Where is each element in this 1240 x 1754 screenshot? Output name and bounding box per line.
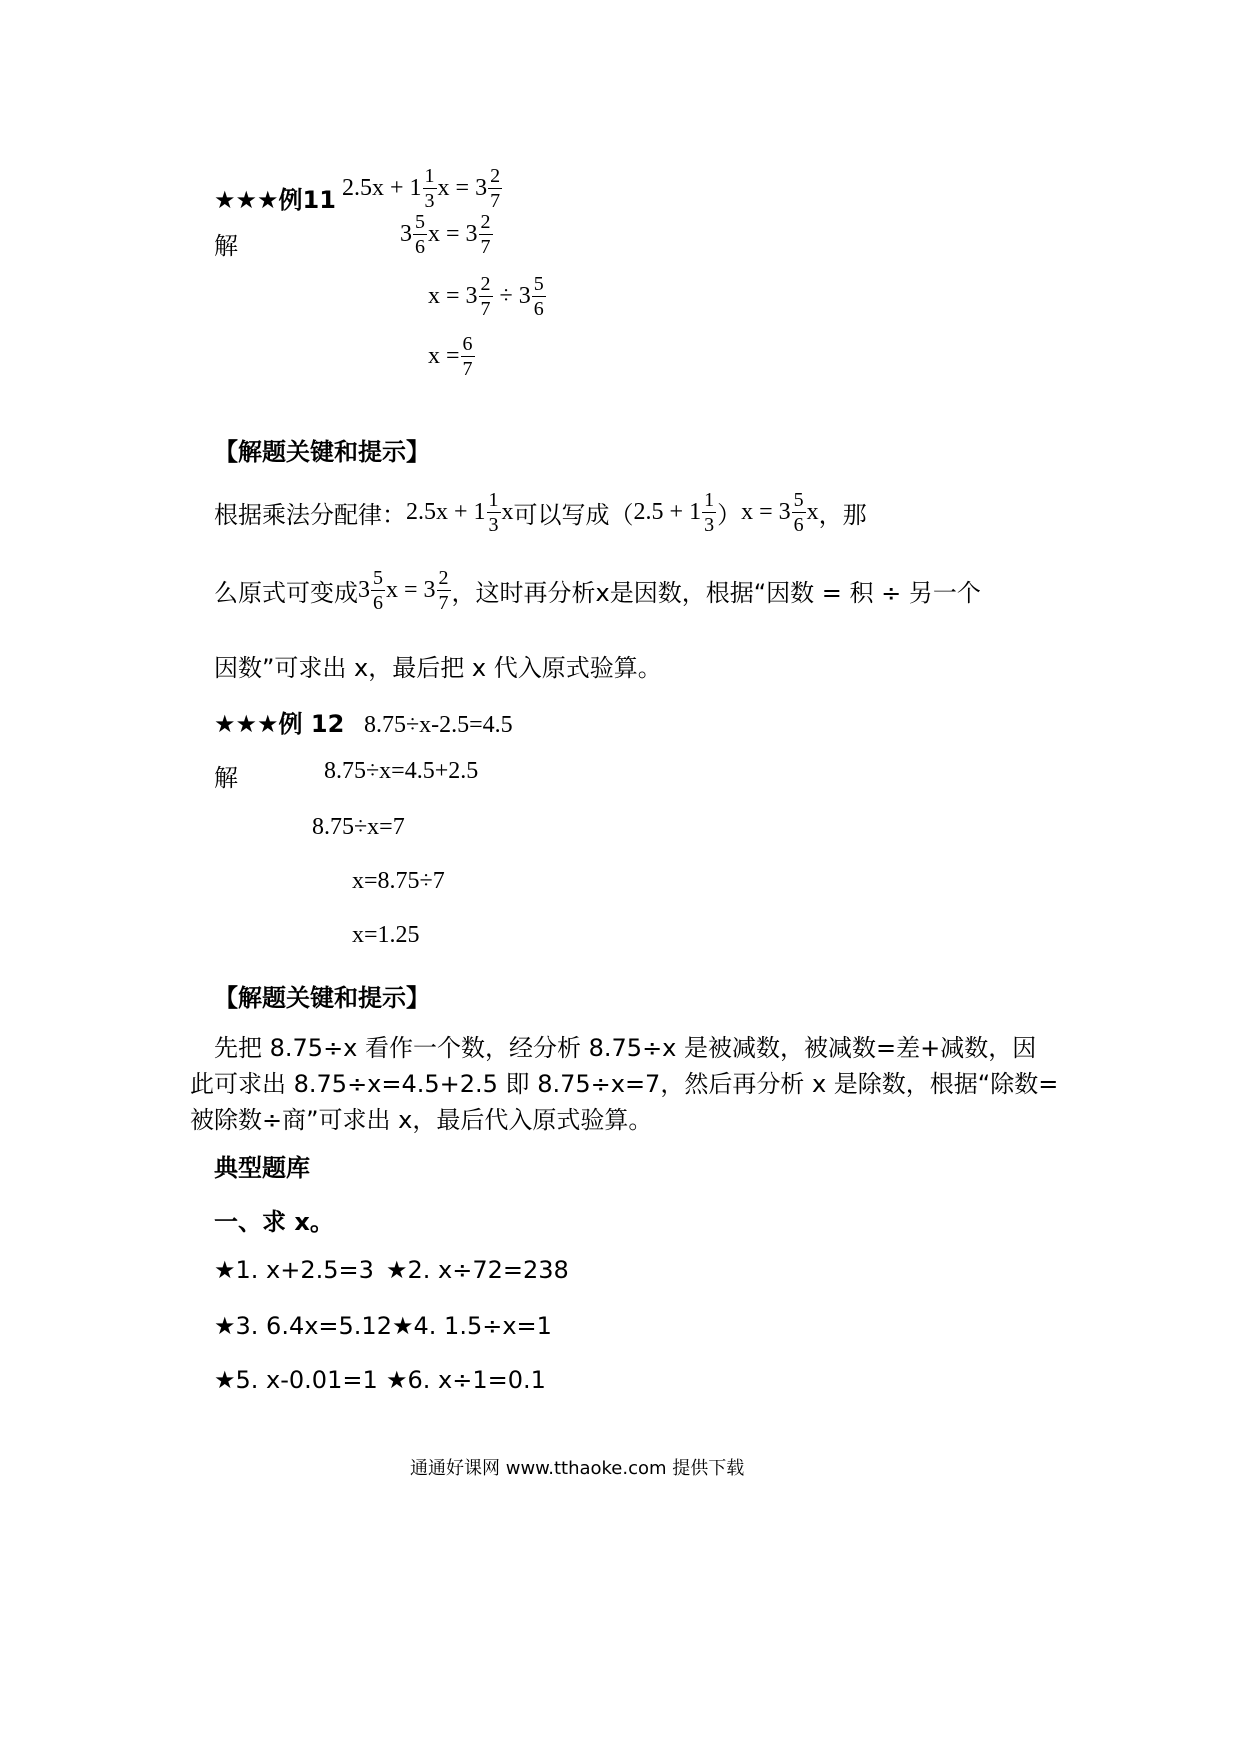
hint-2-line-3: 被除数÷商”可求出 x，最后代入原式验算。 xyxy=(190,1106,653,1134)
example-12-heading xyxy=(214,704,513,739)
bank-section: 一、求 x。 xyxy=(214,1208,334,1236)
hint-1-line-1 xyxy=(214,490,867,535)
bank-item: ★5. x-0.01=1 xyxy=(214,1366,378,1394)
hint-1-title: 【解题关键和提示】 xyxy=(214,438,430,466)
text-part: ） xyxy=(717,501,742,529)
fraction: $\frac{2}{7}$ xyxy=(480,273,491,320)
math-part: x xyxy=(501,499,514,525)
example-12-step-1: 8.75÷x=4.5+2.5 xyxy=(324,758,479,784)
example-12-step-2: 8.75÷x=7 xyxy=(312,814,405,840)
fraction: $\frac{5}{6}$ xyxy=(793,489,804,536)
eq-part: 3 xyxy=(400,221,412,247)
eq-part: x = 3 xyxy=(437,175,488,201)
fraction: $\frac{1}{3}$ xyxy=(424,165,435,212)
hint-2-paragraph xyxy=(190,1030,1070,1138)
hint-2-line-1: 先把 8.75÷x 看作一个数，经分析 8.75÷x 是被减数，被减数=差+减数，因 xyxy=(214,1034,1037,1062)
hint-2-title: 【解题关键和提示】 xyxy=(214,984,430,1012)
bank-item: ★3. 6.4x=5.12 xyxy=(214,1312,392,1340)
fraction: $\frac{6}{7}$ xyxy=(462,333,473,380)
bank-item: ★6. x÷1=0.1 xyxy=(386,1366,546,1394)
bank-title: 典型题库 xyxy=(214,1154,310,1182)
text-part: 么原式可变成 xyxy=(214,579,358,607)
bank-item: ★2. x÷72=238 xyxy=(386,1256,569,1284)
bank-item: ★4. 1.5÷x=1 xyxy=(392,1312,552,1340)
eq-part: 2.5x + 1 xyxy=(342,175,422,201)
example-11-step-3 xyxy=(428,334,476,379)
math-part: 2.5x + 1 xyxy=(406,499,486,525)
eq-part: x = xyxy=(428,343,460,369)
fraction: $\frac{2}{7}$ xyxy=(438,567,449,614)
fraction: $\frac{5}{6}$ xyxy=(415,211,425,258)
example-12-label: ★★★例 12 xyxy=(214,710,345,738)
hint-2-line-2: 此可求出 8.75÷x=4.5+2.5 即 8.75÷x=7，然后再分析 x 是除数，根据“除数= xyxy=(190,1070,1059,1098)
solve-label: 解 xyxy=(214,764,238,792)
eq-part: x = 3 xyxy=(428,283,478,309)
math-part: x = 3 xyxy=(386,577,436,603)
math-part: 2.5 + 1 xyxy=(633,499,702,525)
fraction: $\frac{5}{6}$ xyxy=(533,273,544,320)
example-11-equation xyxy=(342,166,503,211)
footer-credit: 通通好课网 www.tthaoke.com 提供下载 xyxy=(410,1458,745,1479)
example-12-step-3: x=8.75÷7 xyxy=(352,868,445,894)
example-12-equation: 8.75÷x-2.5=4.5 xyxy=(363,712,513,738)
hint-1-line-3: 因数”可求出 x，最后把 x 代入原式验算。 xyxy=(214,654,662,682)
eq-part: ÷ 3 xyxy=(499,283,531,309)
example-11-step-2 xyxy=(428,274,547,319)
fraction: $\frac{2}{7}$ xyxy=(490,165,501,212)
math-part: x xyxy=(806,499,819,525)
fraction: $\frac{1}{3}$ xyxy=(488,489,499,536)
fraction: $\frac{1}{3}$ xyxy=(704,489,715,536)
math-part: x = 3 xyxy=(741,499,791,525)
example-11-step-1 xyxy=(400,212,494,257)
text-part: ，这时再分析x是因数，根据“因数 = 积 ÷ 另一个 xyxy=(451,579,981,607)
example-11-label: ★★★例11 xyxy=(214,186,336,214)
text-part: ，那 xyxy=(818,501,867,529)
text-part: 根据乘法分配律： xyxy=(214,501,406,529)
text-part: 可以写成（ xyxy=(513,501,634,529)
solve-label: 解 xyxy=(214,232,238,260)
math-part: 3 xyxy=(358,577,370,603)
fraction: $\frac{2}{7}$ xyxy=(480,211,491,258)
example-12-step-4: x=1.25 xyxy=(352,922,420,948)
bank-item: ★1. x+2.5=3 xyxy=(214,1256,374,1284)
eq-part: x = 3 xyxy=(428,221,478,247)
fraction: $\frac{5}{6}$ xyxy=(373,567,383,614)
hint-1-line-2 xyxy=(214,568,981,613)
